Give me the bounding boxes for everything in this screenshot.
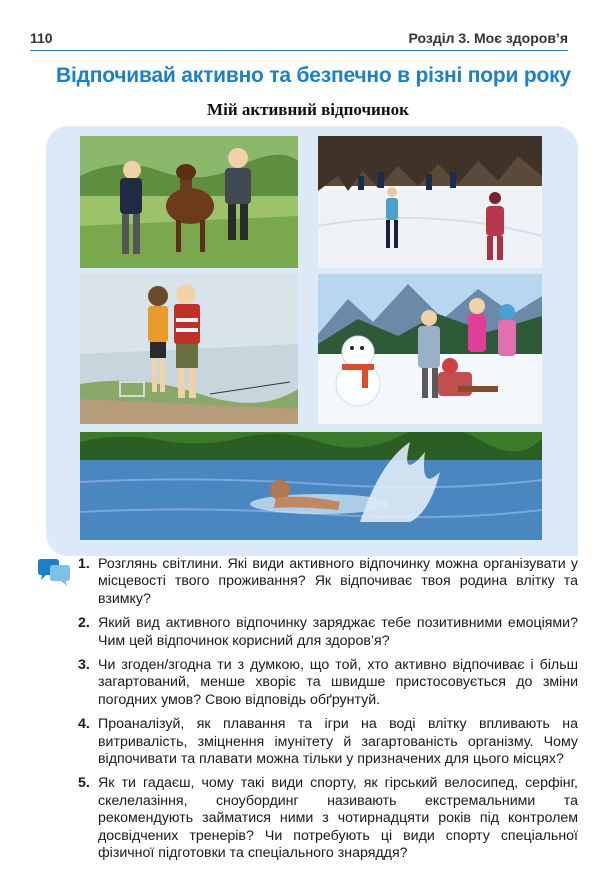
header-rule <box>30 50 568 51</box>
question-item <box>78 615 578 650</box>
photo-fishing <box>80 274 298 424</box>
question-text: Проаналізуй, як плавання та ігри на воді влітку впливають на витривалість, зміцнення імунітету й загартованість організму. Чому відпочивати та плавати можна тільки у призначених для цього місцях? <box>98 716 578 768</box>
question-list <box>78 556 578 870</box>
page-subtitle: Мій активний відпочинок <box>207 100 409 119</box>
question-number: 3. <box>78 657 90 674</box>
question-item <box>78 716 578 768</box>
question-number: 1. <box>78 556 90 572</box>
page-number: 110 <box>30 30 53 46</box>
section-title: Розділ 3. Моє здоров’я <box>408 30 568 46</box>
page-title: Відпочивай активно та безпечно в різні пори року <box>56 64 571 87</box>
question-item <box>78 657 578 709</box>
photo-swimming <box>80 432 542 540</box>
question-text: Який вид активного відпочинку заряджає тебе позитивними емоціями? Чим цей відпочинок корисний для здоров’я? <box>98 615 578 649</box>
question-text: Як ти гадаєш, чому такі види спорту, як гірський велосипед, серфінг, скелелазіння, сноубординг називають екстремальними та рекомендують займатися ними з чотирнадцяти років під контролем досвідчених тренерів? Чи потребують ці види спорту спеціальної фізичної підготовки та спеціального знаряддя? <box>98 775 578 862</box>
question-number: 4. <box>78 716 90 733</box>
speech-bubbles-icon <box>36 558 72 588</box>
question-text: Розглянь світлини. Які види активного відпочинку можна організувати у місцевості твого проживання? Як відпочиває твоя родина влітку та взимку? <box>98 556 578 607</box>
question-number: 2. <box>78 615 90 632</box>
question-number: 5. <box>78 775 90 792</box>
photo-horse-riding <box>80 136 298 268</box>
question-item <box>78 775 578 862</box>
question-item <box>78 556 578 608</box>
photo-skiing <box>318 136 542 268</box>
photo-snowman <box>318 274 542 424</box>
question-text: Чи згоден/згодна ти з думкою, що той, хто активно відпочиває і більш загартований, менше хворіє та швидше пристосовується до зміни погодних умов? Свою відповідь обґрунтуй. <box>98 657 578 708</box>
